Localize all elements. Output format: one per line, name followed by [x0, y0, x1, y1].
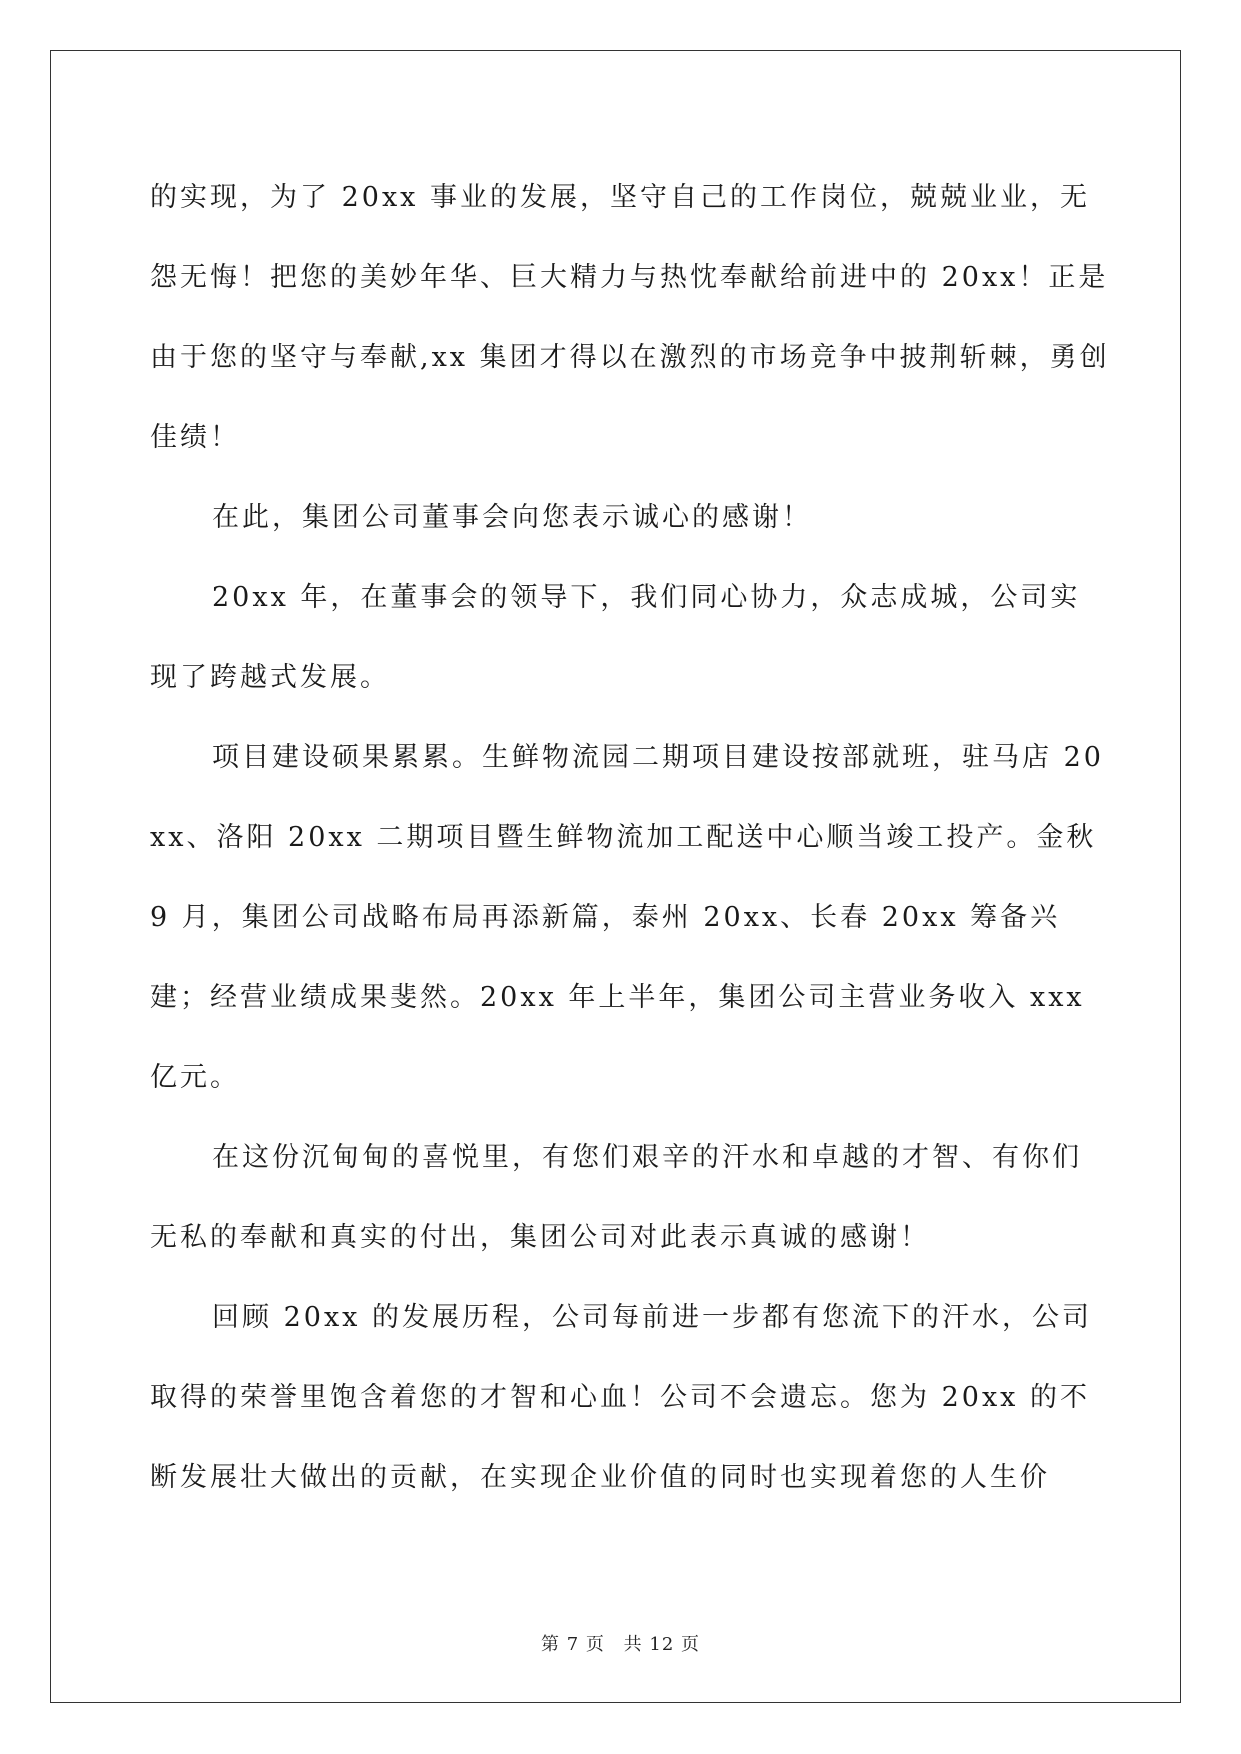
page-number: 第 7 页 — [541, 1634, 605, 1655]
paragraph-thanks: 在此，集团公司董事会向您表示诚心的感谢！ — [212, 502, 812, 533]
paragraph-projects: 项目建设硕果累累。生鲜物流园二期项目建设按部就班，驻马店 20xx、洛阳 20xx 二期项目暨生鲜物流加工配送中心顺当竣工投产。金秋 9 月，集团公司战略布局再添新篇，泰州 20xx、长春 20xx 筹备兴建；经营业绩成果斐然。20xx 年上半年，集团公司主营业务收入 xxx 亿元。 — [150, 742, 1104, 1093]
paragraph-review: 回顾 20xx 的发展历程，公司每前进一步都有您流下的汗水，公司取得的荣誉里饱含着您的才智和心血！公司不会遗忘。您为 20xx 的不断发展壮大做出的贡献，在实现企业价值的同时也实现着您的人生价 — [150, 1302, 1092, 1493]
page-total: 共 12 页 — [623, 1634, 700, 1655]
page-footer — [0, 1630, 1241, 1656]
paragraph-development: 20xx 年，在董事会的领导下，我们同心协力，众志成城，公司实现了跨越式发展。 — [150, 582, 1081, 693]
paragraph-continuation: 的实现，为了 20xx 事业的发展，坚守自己的工作岗位，兢兢业业，无怨无悔！把您的美妙年华、巨大精力与热忱奉献给前进中的 20xx！正是由于您的坚守与奉献,xx 集团才得以在激烈的市场竞争中披荆斩棘，勇创佳绩！ — [150, 182, 1110, 453]
document-body — [150, 158, 1110, 1518]
paragraph-gratitude: 在这份沉甸甸的喜悦里，有您们艰辛的汗水和卓越的才智、有你们无私的奉献和真实的付出，集团公司对此表示真诚的感谢！ — [150, 1142, 1082, 1253]
